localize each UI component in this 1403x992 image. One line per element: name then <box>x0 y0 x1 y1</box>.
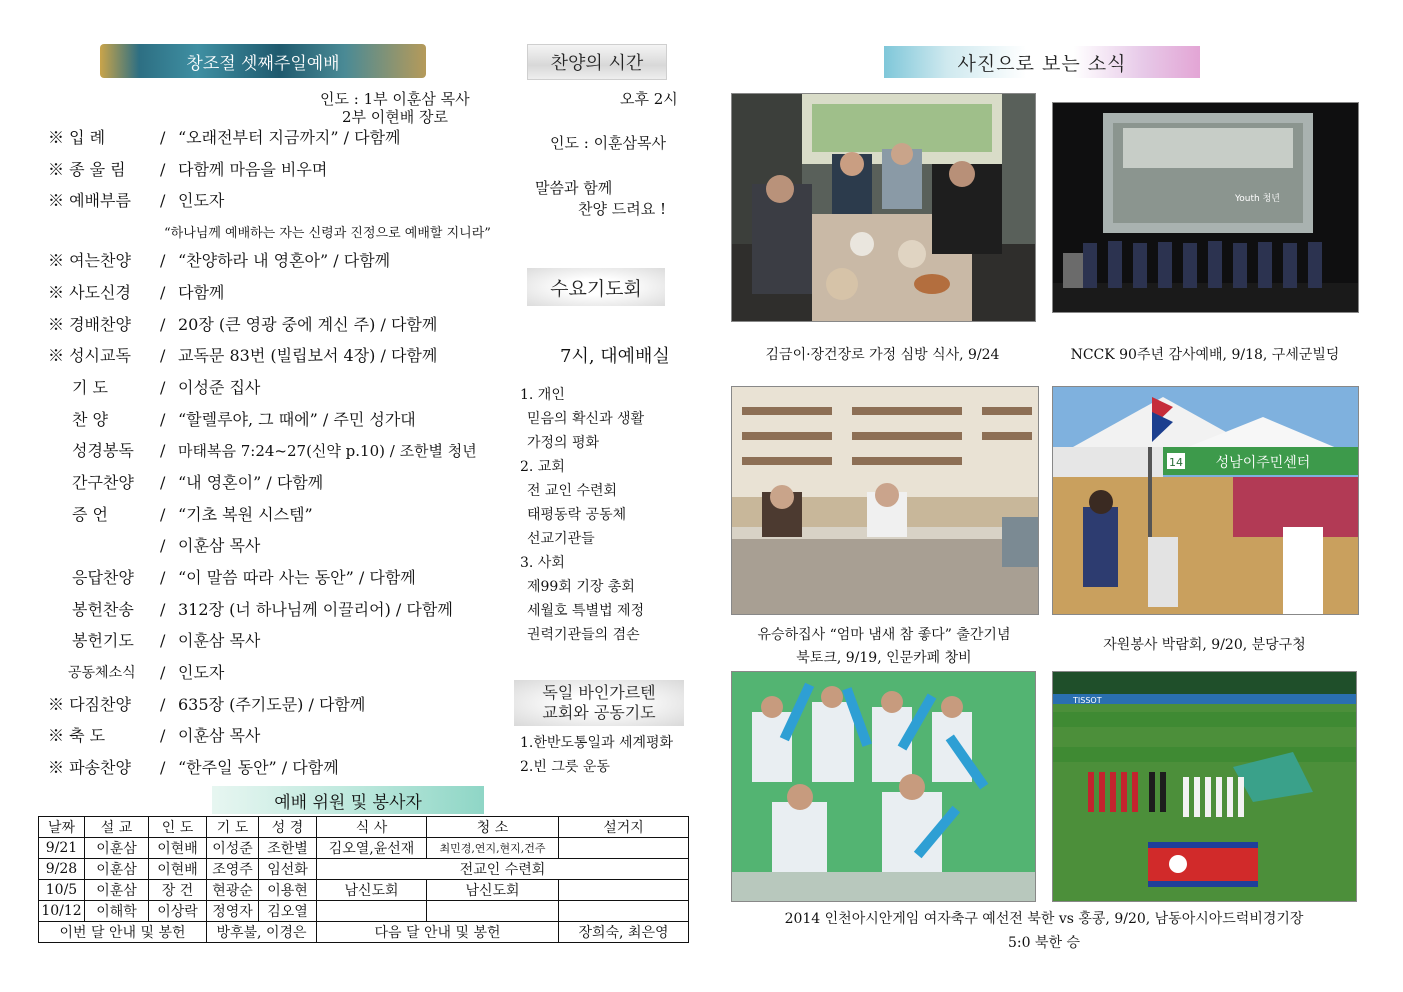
order-value: 인도자 <box>178 663 225 682</box>
table-cell: 남신도회 <box>317 880 427 901</box>
order-label: ※ 사도신경 <box>48 283 131 302</box>
wednesday-time: 7시, 대예배실 <box>560 346 670 367</box>
retreat-cell: 전교인 수련회 <box>317 859 689 880</box>
caption-book-talk-1: 유승하집사 “엄마 냄새 참 좋다” 출간기념 <box>757 627 1011 643</box>
table-row <box>39 880 689 901</box>
order-label: 봉헌찬송 <box>72 600 134 619</box>
table-cell: 김오열,윤선재 <box>317 838 427 859</box>
table-cell <box>559 901 689 922</box>
table-row <box>39 859 689 880</box>
table-cell: 현광순 <box>207 880 259 901</box>
column-header: 기 도 <box>207 817 259 838</box>
praise-line-1: 말씀과 함께 <box>535 179 613 197</box>
table-cell <box>559 880 689 901</box>
table-cell: 10/5 <box>39 880 85 901</box>
order-label: 기 도 <box>72 378 108 397</box>
table-cell: 이현배 <box>149 838 207 859</box>
order-label: ※ 예배부름 <box>48 191 131 210</box>
this-month-label: 이번 달 안내 및 봉헌 <box>39 922 207 943</box>
order-value: “오래전부터 지금까지” / 다함께 <box>178 128 401 147</box>
list-item: 제99회 기장 총회 <box>527 579 635 595</box>
list-item: 세월호 특별법 제정 <box>527 603 645 619</box>
caption-volunteer-fair: 자원봉사 박람회, 9/20, 분당구청 <box>1103 637 1306 653</box>
order-label: 증 언 <box>72 505 108 524</box>
order-label: 간구찬양 <box>72 473 134 492</box>
column-header: 인 도 <box>149 817 207 838</box>
column-header: 설 교 <box>85 817 149 838</box>
list-item: 가정의 평화 <box>527 435 600 451</box>
praise-line-2: 찬양 드려요 ! <box>578 200 667 218</box>
germany-banner <box>514 680 684 726</box>
table-cell <box>317 901 427 922</box>
caption-home-visit: 김금이·장건장로 가정 심방 식사, 9/24 <box>765 347 1000 363</box>
next-month-names: 장희숙, 최은영 <box>559 922 689 943</box>
list-item: 선교기관들 <box>527 531 595 547</box>
list-item: 2.빈 그릇 운동 <box>520 759 610 775</box>
next-month-label: 다음 달 안내 및 봉헌 <box>317 922 559 943</box>
list-item: 1.한반도통일과 세계평화 <box>520 735 674 751</box>
photo-stadium-crowd <box>731 671 1036 902</box>
order-value: 이성준 집사 <box>178 378 261 397</box>
order-value: 이훈삼 목사 <box>178 726 261 745</box>
leader-line-1: 인도 : 1부 이훈삼 목사 <box>320 90 470 108</box>
photo-home-visit <box>731 93 1036 322</box>
order-label: 성경봉독 <box>72 441 134 460</box>
order-label: ※ 성시교독 <box>48 346 131 365</box>
order-label: ※ 파송찬양 <box>48 758 131 777</box>
order-value: 이훈삼 목사 <box>178 536 261 555</box>
list-item: 태평동락 공동체 <box>527 507 627 523</box>
order-value: 이훈삼 목사 <box>178 631 261 650</box>
praise-time: 오후 2시 <box>620 90 678 108</box>
youth-screen-text: Youth 청년 <box>1235 194 1280 204</box>
table-row <box>39 838 689 859</box>
order-label: ※ 축 도 <box>48 726 106 745</box>
caption-book-talk-2: 북토크, 9/19, 인문카페 창비 <box>796 650 972 666</box>
order-value: “기초 복원 시스템” <box>178 505 313 524</box>
photo-book-talk <box>731 386 1039 615</box>
photo-soccer-field <box>1052 671 1357 902</box>
table-cell: 10/12 <box>39 901 85 922</box>
column-header: 청 소 <box>427 817 559 838</box>
table-cell: 이용현 <box>259 880 317 901</box>
table-cell: 조한별 <box>259 838 317 859</box>
order-value: 교독문 83번 (빌립보서 4장) / 다함께 <box>178 346 438 365</box>
table-cell: 정영자 <box>207 901 259 922</box>
table-cell: 임선화 <box>259 859 317 880</box>
table-cell: 9/28 <box>39 859 85 880</box>
table-cell: 남신도회 <box>427 880 559 901</box>
column-header: 설거지 <box>559 817 689 838</box>
table-cell: 이훈삼 <box>85 880 149 901</box>
praise-time-banner: 찬양의 시간 <box>527 44 667 80</box>
order-label: 찬 양 <box>72 410 108 429</box>
praise-leader: 인도 : 이훈삼목사 <box>550 134 667 152</box>
worship-banner: 창조절 셋째주일예배 <box>100 44 426 78</box>
order-label: ※ 입 례 <box>48 128 106 147</box>
column-header: 성 경 <box>259 817 317 838</box>
staff-banner: 예배 위원 및 봉사자 <box>212 786 484 814</box>
order-value: 마태복음 7:24~27(신약 p.10) / 조한별 청년 <box>178 442 477 460</box>
order-value: 20장 (큰 영광 중에 계신 주) / 다함께 <box>178 315 438 334</box>
list-item: 전 교인 수련회 <box>527 483 618 499</box>
list-item: 믿음의 확신과 생활 <box>527 411 645 427</box>
order-value: “내 영혼이” / 다함께 <box>178 473 324 492</box>
order-value: 635장 (주기도문) / 다함께 <box>178 695 366 714</box>
table-cell: 조영주 <box>207 859 259 880</box>
table-cell: 이상락 <box>149 901 207 922</box>
order-value: 다함께 마음을 비우며 <box>178 160 328 179</box>
column-header: 식 사 <box>317 817 427 838</box>
booth-number: 14 <box>1169 456 1183 469</box>
order-label: 공동체소식 <box>68 665 136 681</box>
table-cell <box>559 838 689 859</box>
order-value: “찬양하라 내 영혼아” / 다함께 <box>178 251 391 270</box>
photo-volunteer-fair <box>1052 386 1359 615</box>
list-item: 권력기관들의 겸손 <box>527 627 640 643</box>
call-verse: “하나님께 예배하는 자는 신령과 진정으로 예배할 지니라” <box>164 226 491 241</box>
table-cell: 최민경,연지,현지,건주 <box>427 838 559 859</box>
leader-line-2: 2부 이현배 장로 <box>342 108 449 126</box>
order-value: 312장 (너 하나님께 이끌리어) / 다함께 <box>178 600 453 619</box>
table-cell: 이현배 <box>149 859 207 880</box>
germany-banner-line-2: 교회와 공동기도 <box>542 703 656 722</box>
center-sign-text: 성남이주민센터 <box>1215 455 1311 471</box>
caption-soccer-1: 2014 인천아시안게임 여자축구 예선전 북한 vs 홍콩, 9/20, 남동아시아드럭비경기장 <box>784 911 1304 927</box>
order-value: “한주일 동안” / 다함께 <box>178 758 339 777</box>
tissot-board-text: TISSOT <box>1073 696 1102 705</box>
order-label: ※ 다짐찬양 <box>48 695 131 714</box>
order-value: “할렐루야, 그 때에” / 주민 성가대 <box>178 410 416 429</box>
order-label: ※ 경배찬양 <box>48 315 131 334</box>
order-label: 봉헌기도 <box>72 631 134 650</box>
order-value: 인도자 <box>178 191 225 210</box>
table-cell: 이훈삼 <box>85 838 149 859</box>
this-month-names: 방후불, 이경은 <box>207 922 317 943</box>
table-cell: 장 건 <box>149 880 207 901</box>
column-header: 날짜 <box>39 817 85 838</box>
order-label: ※ 여는찬양 <box>48 251 131 270</box>
table-cell: 김오열 <box>259 901 317 922</box>
list-item: 1. 개인 <box>520 387 565 403</box>
table-header-row <box>39 817 689 838</box>
table-cell: 이성준 <box>207 838 259 859</box>
order-label: ※ 종 울 림 <box>48 160 126 179</box>
staff-table <box>38 816 689 943</box>
table-row <box>39 901 689 922</box>
photo-ncck <box>1052 102 1359 313</box>
table-cell: 이훈삼 <box>85 859 149 880</box>
caption-soccer-2: 5:0 북한 승 <box>1007 935 1080 951</box>
news-banner: 사진으로 보는 소식 <box>884 46 1200 78</box>
table-cell: 9/21 <box>39 838 85 859</box>
caption-ncck: NCCK 90주년 감사예배, 9/18, 구세군빌딩 <box>1070 347 1340 363</box>
germany-banner-line-1: 독일 바인가르텐 <box>542 683 656 702</box>
table-cell <box>427 901 559 922</box>
list-item: 3. 사회 <box>520 555 565 571</box>
order-value: “이 말씀 따라 사는 동안” / 다함께 <box>178 568 416 587</box>
order-value: 다함께 <box>178 283 225 302</box>
list-item: 2. 교회 <box>520 459 565 475</box>
wednesday-banner: 수요기도회 <box>527 268 665 306</box>
order-label: 응답찬양 <box>72 568 134 587</box>
table-footer-row <box>39 922 689 943</box>
table-cell: 이해학 <box>85 901 149 922</box>
